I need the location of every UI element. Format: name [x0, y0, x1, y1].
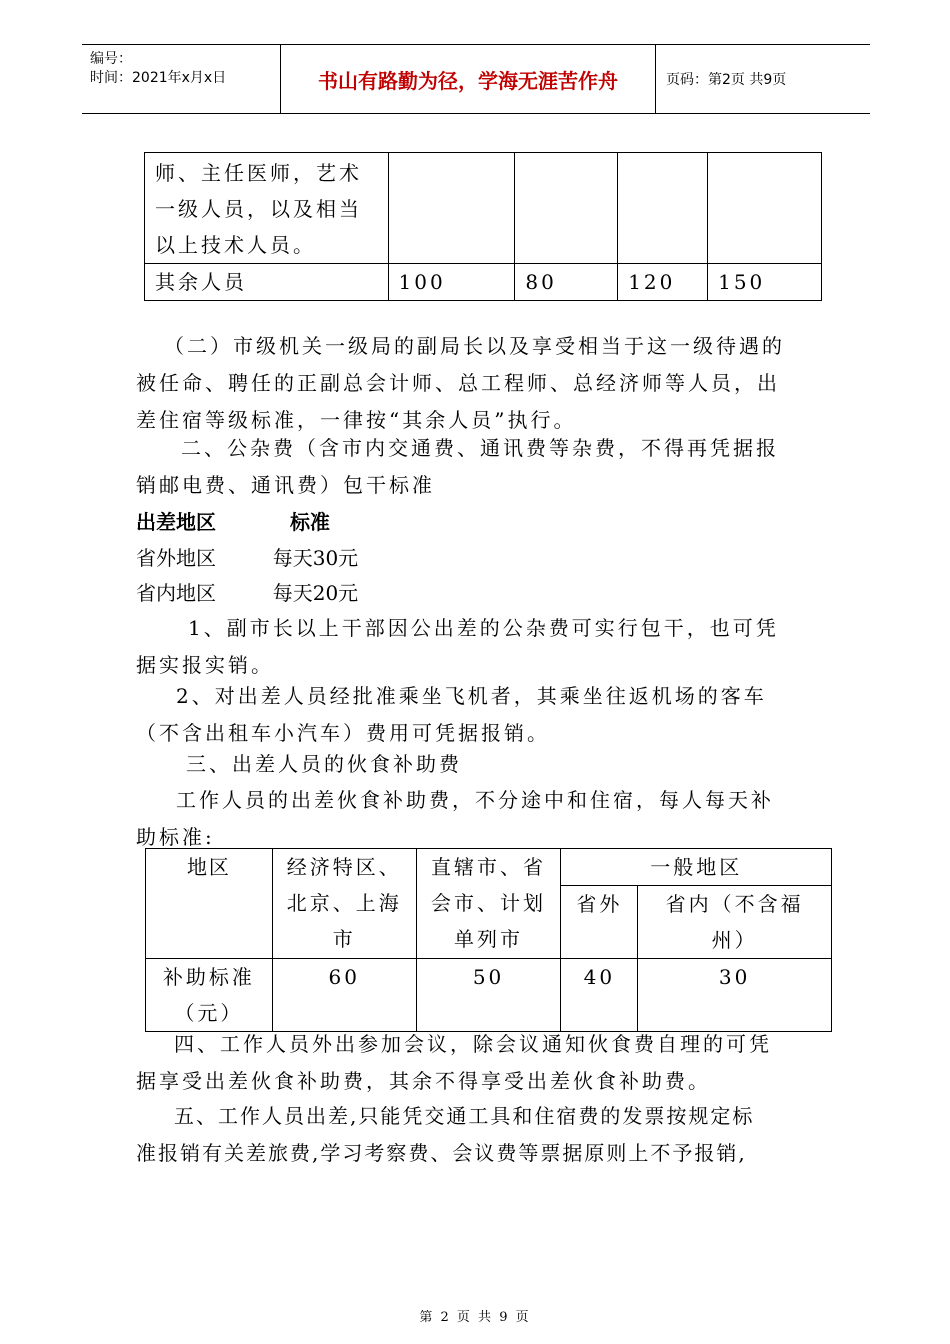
rule-2	[136, 678, 826, 752]
table-row	[146, 849, 832, 886]
section-4	[136, 1026, 826, 1100]
header-motto: 书山有路勤为径，学海无涯苦作舟	[280, 45, 656, 113]
text-line: 五、工作人员出差,只能凭交通工具和住宿费的发票按规定标	[174, 1104, 755, 1128]
cell-line: 以上技术人员。	[155, 233, 316, 257]
text-line: 2、对出差人员经批准乘坐飞机者，其乘坐往返机场的客车	[176, 684, 767, 708]
time-label: 时间：2021年x月x日	[90, 70, 227, 86]
rule-1	[136, 610, 826, 684]
table-row	[146, 959, 832, 1032]
text-line: 准报销有关差旅费,学习考察费、会议费等票据原则上不予报销,	[136, 1141, 747, 1165]
section-5	[136, 1098, 826, 1172]
text-line: 1、副市长以上干部因公出差的公杂费可实行包干，也可凭	[188, 616, 779, 640]
region-label: 省外地区	[136, 546, 216, 570]
table-cell	[388, 153, 515, 264]
text-line: （不含出租车小汽车）费用可凭据报销。	[136, 721, 550, 745]
region-header: 出差地区	[136, 510, 216, 534]
table-cell	[618, 153, 708, 264]
text-line: 销邮电费、通讯费）包干标准	[136, 473, 435, 497]
table-cell	[515, 153, 618, 264]
table-cell: 80	[515, 264, 618, 301]
table-header-cell: 地区	[146, 849, 273, 959]
cell-line: 师、主任医师，艺术	[155, 161, 362, 185]
table-header-cell: 一般地区	[561, 849, 832, 886]
table-cell: 其余人员	[145, 264, 389, 301]
text-line: （二）市级机关一级局的副局长以及享受相当于这一级待遇的	[164, 334, 785, 358]
table-cell: 40	[561, 959, 638, 1032]
text-line: 助标准:	[136, 825, 215, 849]
section-3-heading	[136, 746, 826, 783]
allowance-inside	[136, 575, 826, 612]
section-2-heading	[136, 430, 826, 504]
text-line: 工作人员的出差伙食补助费，不分途中和住宿，每人每天补	[176, 788, 774, 812]
meal-allowance-table	[145, 848, 832, 1032]
allowance-value: 每天20元	[272, 581, 359, 605]
table-header-cell: 经济特区、北京、上海市	[272, 849, 416, 959]
text-line: 四、工作人员外出参加会议，除会议通知伙食费自理的可凭	[174, 1032, 772, 1056]
allowance-value: 每天30元	[272, 546, 359, 570]
page-header	[82, 44, 870, 114]
meal-allowance-intro	[136, 782, 826, 856]
table-header-cell: 省外	[561, 886, 638, 959]
text-line: 二、公杂费（含市内交通费、通讯费等杂费，不得再凭据报	[181, 436, 779, 460]
table-cell	[708, 153, 822, 264]
table-row	[145, 264, 822, 301]
text-line: 差住宿等级标准，一律按“其余人员”执行。	[136, 408, 577, 432]
text-line: 被任命、聘任的正副总会计师、总工程师、总经济师等人员，出	[136, 371, 780, 395]
table-cell: 100	[388, 264, 515, 301]
table-cell: 补助标准（元）	[146, 959, 273, 1032]
table-cell: 50	[416, 959, 561, 1032]
table-header-cell: 直辖市、省会市、计划单列市	[416, 849, 561, 959]
table-cell	[145, 153, 389, 264]
paragraph-2	[136, 328, 826, 439]
accommodation-table	[144, 152, 822, 301]
page-footer: 第 2 页 共 9 页	[419, 1310, 531, 1325]
table-cell: 150	[708, 264, 822, 301]
text-line: 据享受出差伙食补助费，其余不得享受出差伙食补助费。	[136, 1069, 711, 1093]
number-label: 编号：	[90, 51, 132, 67]
header-meta	[82, 45, 280, 113]
text-line: 据实报实销。	[136, 653, 274, 677]
table-row	[145, 153, 822, 264]
allowance-outside	[136, 540, 826, 577]
text-line: 三、出差人员的伙食补助费	[186, 752, 462, 776]
table-cell: 120	[618, 264, 708, 301]
standard-header: 标准	[289, 510, 330, 534]
allowance-header	[136, 504, 826, 541]
table-cell: 30	[638, 959, 832, 1032]
header-page-info: 页码：第2页 共9页	[666, 72, 787, 88]
region-label: 省内地区	[136, 581, 216, 605]
table-cell: 60	[272, 959, 416, 1032]
table-header-cell: 省内（不含福州）	[638, 886, 832, 959]
cell-line: 一级人员，以及相当	[155, 197, 362, 221]
